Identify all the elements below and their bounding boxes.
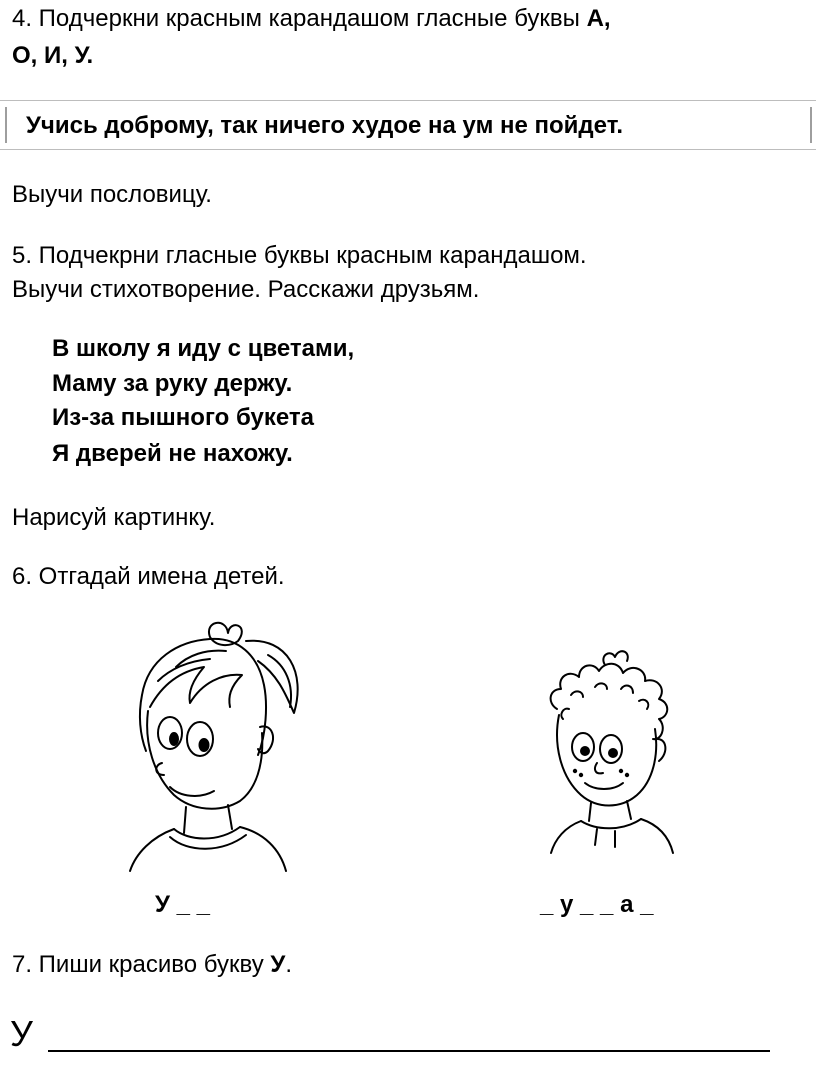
- task7-letter: У: [270, 951, 286, 978]
- poem-line: Маму за руку держу.: [52, 370, 293, 397]
- task7-text: 7. Пиши красиво букву: [12, 951, 271, 978]
- task6-title: 6. Отгадай имена детей.: [12, 563, 285, 590]
- task4-instruction: [12, 2, 611, 36]
- task5-line1: 5. Подчекрни гласные буквы красным карандашом.: [12, 242, 587, 269]
- task7-period: .: [285, 951, 292, 978]
- girl-name-hint: У _ _: [155, 891, 210, 918]
- task5-line2: Выучи стихотворение. Расскажи друзьям.: [12, 276, 480, 303]
- writing-line: [48, 1050, 770, 1052]
- frame-left-bar: [5, 107, 7, 143]
- proverb-frame: [0, 100, 816, 150]
- girl-illustration: [118, 615, 318, 875]
- poem-line: Я дверей не нахожу.: [52, 440, 293, 467]
- writing-letter: У: [10, 1013, 33, 1054]
- task4-letters-2: О, И, У.: [12, 42, 94, 69]
- task4-text: 4. Подчеркни красным карандашом гласные буквы: [12, 5, 587, 32]
- poem-line: В школу я иду с цветами,: [52, 335, 355, 362]
- draw-picture-instruction: Нарисуй картинку.: [12, 504, 216, 531]
- task4-letters-1: А,: [586, 5, 611, 32]
- learn-proverb-instruction: Выучи пословицу.: [12, 181, 212, 208]
- frame-right-bar: [810, 107, 812, 143]
- poem-line: Из-за пышного букета: [52, 404, 314, 431]
- boy-name-hint: _ у _ _ а _: [540, 891, 654, 918]
- boy-illustration: [535, 645, 695, 855]
- proverb-text: Учись доброму, так ничего худое на ум не пойдет.: [26, 112, 624, 139]
- task7-instruction: [12, 948, 292, 982]
